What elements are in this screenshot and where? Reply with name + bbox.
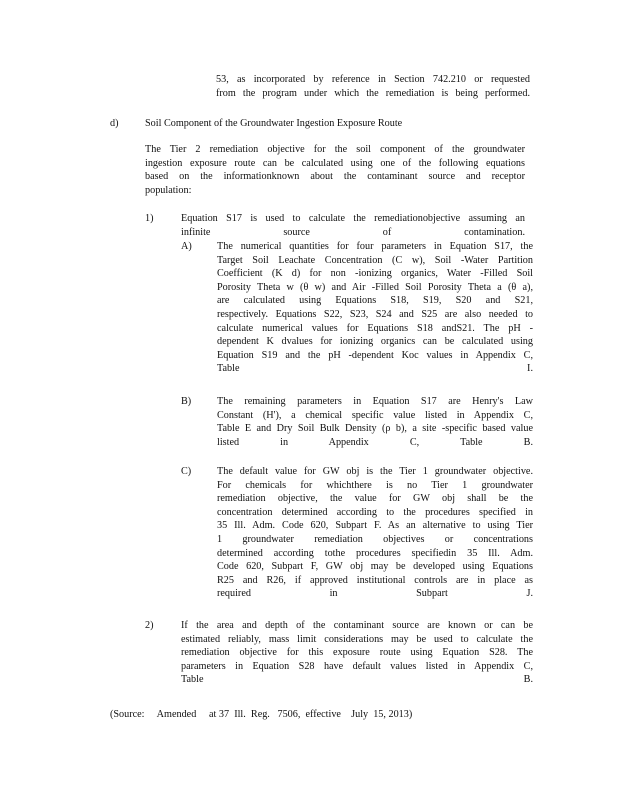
paragraph-line: ingestion exposure route can be calculated using one of the following equations	[145, 157, 525, 169]
item-1-line: Equation S17 is used to calculate the remediationobjective assuming an	[181, 213, 525, 224]
sub-a-line: calculate numerical values for Equations S18 andS21. The pH -	[217, 322, 533, 334]
sub-a-line: dependent K dvalues for ionizing organics can be calculated using	[217, 336, 533, 348]
sub-c-line: R25 and R26, if approved institutional controls are in place as	[217, 574, 533, 586]
sub-c-line: determined according tothe procedures specifiedin 35 Ill. Adm.	[217, 547, 533, 559]
sub-a-line: Table I.	[217, 363, 533, 375]
intro-line: 53, as incorporated by reference in Section 742.210 or requested	[216, 74, 530, 85]
intro-paragraph	[216, 73, 530, 100]
sub-c-line: 35 Ill. Adm. Code 620, Subpart F. As an alternative to using Tier	[217, 520, 533, 532]
sub-a-line: Target Soil Leachate Concentration (C w), Soil -Water Partition	[217, 254, 533, 266]
sub-a-line: Equation S19 and the pH -dependent Koc values in Appendix C,	[217, 349, 533, 361]
intro-line: from the program under which the remediation is being performed.	[216, 87, 530, 99]
sub-c-label: C)	[181, 466, 192, 477]
sub-b-line: Constant (H'), a chemical specific value listed in Appendix C,	[217, 409, 533, 421]
sub-a-line: are calculated using Equations S18, S19, S20 and S21,	[217, 295, 533, 307]
paragraph-line: population:	[145, 184, 192, 196]
sub-c-line: 1 groundwater remediation objectives or concentrations	[217, 533, 533, 545]
sub-c-text	[217, 465, 533, 601]
sub-b-line: The remaining parameters in Equation S17 are Henry's Law	[217, 396, 533, 407]
sub-a-line: Porosity Theta w (θ w) and Air -Filled Soil Porosity Theta a (θ a),	[217, 281, 533, 293]
item-1-label: 1)	[145, 213, 154, 224]
sub-b-label: B)	[181, 396, 192, 407]
sub-c-line: remediation objective, the value for GW obj shall be the	[217, 493, 533, 505]
section-d-paragraph	[145, 143, 525, 197]
item-1-text	[181, 212, 525, 239]
item-2-line: Table B.	[181, 674, 533, 686]
paragraph-line: The Tier 2 remediation objective for the soil component of the groundwater	[145, 144, 525, 155]
sub-c-line: required in Subpart J.	[217, 588, 533, 600]
item-2-line: estimated reliably, mass limit considerations may be used to calculate the	[181, 633, 533, 645]
sub-c-line: For chemicals for whichthere is no Tier 1 groundwater	[217, 479, 533, 491]
sub-b-line: listed in Appendix C, Table B.	[217, 436, 533, 448]
sub-c-line: Code 620, Subpart F, GW obj may be developed using Equations	[217, 561, 533, 573]
item-2-line: If the area and depth of the contaminant source are known or can be	[181, 620, 533, 631]
sub-b-text	[217, 395, 533, 449]
sub-a-line: The numerical quantities for four parameters in Equation S17, the	[217, 241, 533, 252]
sub-a-label: A)	[181, 241, 192, 252]
sub-c-line: concentration determined according to the procedures specified in	[217, 506, 533, 518]
source-note: (Source: Amended at 37 Ill. Reg. 7506, effective July 15, 2013)	[110, 709, 413, 720]
section-d-heading: Soil Component of the Groundwater Ingestion Exposure Route	[145, 118, 403, 129]
item-1-line: infinite source of contamination.	[181, 226, 525, 238]
sub-b-line: Table E and Dry Soil Bulk Density (ρ b), a site -specific based value	[217, 423, 533, 435]
section-d-label: d)	[110, 118, 119, 129]
item-2-text	[181, 619, 533, 687]
paragraph-line: based on the informationknown about the contaminant source and receptor	[145, 171, 525, 183]
item-2-label: 2)	[145, 620, 154, 631]
item-2-line: remediation objective for this exposure route using Equation S28. The	[181, 647, 533, 659]
sub-c-line: The default value for GW obj is the Tier 1 groundwater objective.	[217, 466, 533, 477]
sub-a-text	[217, 240, 533, 376]
sub-a-line: respectively. Equations S22, S23, S24 and S25 are also needed to	[217, 308, 533, 320]
item-2-line: parameters in Equation S28 have default values listed in Appendix C,	[181, 660, 533, 672]
sub-a-line: Coefficient (K d) for non -ionizing organics, Water -Filled Soil	[217, 268, 533, 280]
